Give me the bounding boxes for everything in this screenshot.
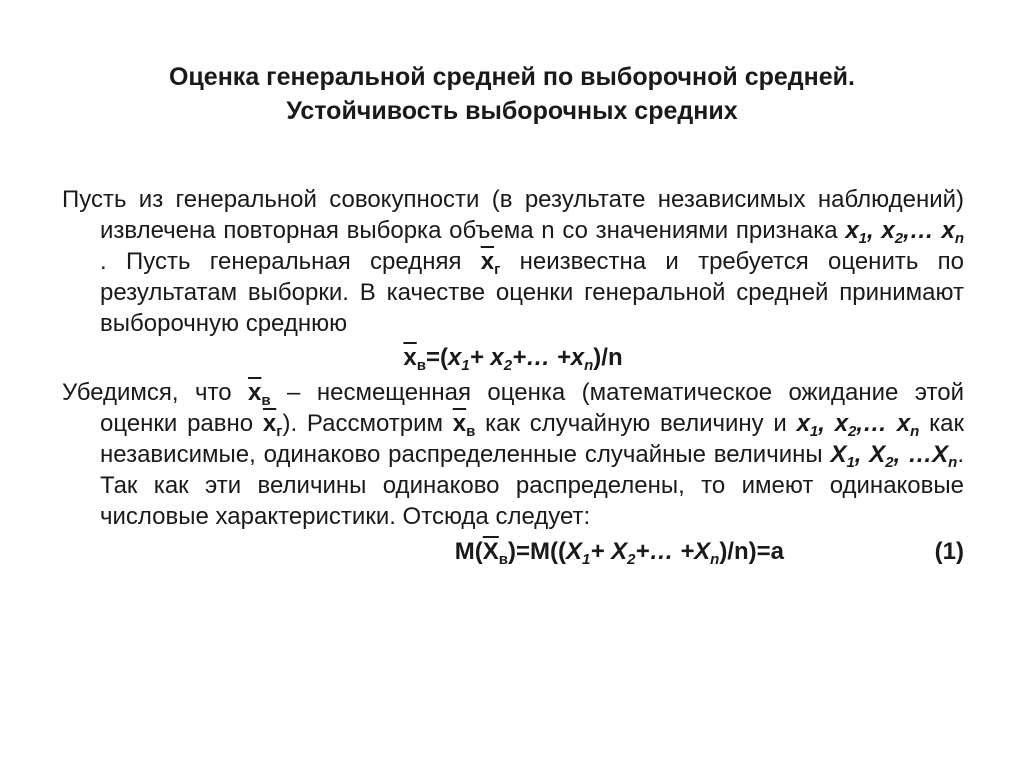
formula-expectation-expression: $M(\overline{X}_в)=M((X_1+$ $X_2+\dots +X_n)/n)=a$ bbox=[454, 538, 784, 568]
general-mean-symbol: $\overline{x}_г$ bbox=[480, 248, 501, 278]
paragraph-2 bbox=[62, 377, 964, 532]
para2-text-5: как независимые, одинаково распределенные случайные величины bbox=[100, 410, 964, 468]
para1-text-3: неизвестна и требуется оценить по результатам выборки. В качестве оценки генеральной средней принимают выборочную среднюю bbox=[100, 248, 964, 337]
paragraph-1 bbox=[62, 184, 964, 339]
slide-title bbox=[60, 60, 964, 128]
para1-text-1: Пусть из генеральной совокупности (в результате независимых наблюдений) извлечена повторная выборка объема n со значениями признака bbox=[62, 186, 964, 244]
para1-text-2: . Пусть генеральная средняя bbox=[100, 248, 481, 275]
x1-term: $x_1$, $x_2,\dots$ $x_n$ bbox=[845, 217, 964, 247]
general-mean-symbol-2: $\overline{x}_г$ bbox=[262, 410, 283, 440]
para2-text-3: ). Рассмотрим bbox=[282, 410, 453, 437]
para2-text-4: как случайную величину и bbox=[475, 410, 797, 437]
formula-number: (1) bbox=[934, 538, 964, 565]
random-variables-term: $X_1$, $X_2$, $\dots X_n$ bbox=[830, 441, 958, 471]
formula-sample-mean: $\overline{x}_в=(x_1+$ $x_2+\dots +x_n)/n$ bbox=[403, 344, 623, 374]
title-line-1: Оценка генеральной средней по выборочной средней. bbox=[168, 63, 855, 91]
x-values-term: $x_1$, $x_2,\dots$ $x_n$ bbox=[796, 410, 920, 440]
sample-mean-symbol-2: $\overline{x}_в$ bbox=[452, 410, 476, 440]
sample-mean-symbol: $\overline{x}_в$ bbox=[248, 379, 271, 409]
para2-text-6: . Так как эти величины одинаково распределены, то имеют одинаковые числовые характеристики. Отсюда следует: bbox=[100, 441, 964, 530]
para2-text-2: – несмещенная оценка (математическое ожидание этой оценки равно bbox=[100, 379, 964, 437]
slide-body bbox=[62, 184, 964, 568]
para2-text-1: Убедимся, что bbox=[62, 379, 249, 406]
formula-expectation bbox=[62, 536, 964, 568]
title-line-2: Устойчивость выборочных средних bbox=[286, 97, 738, 125]
